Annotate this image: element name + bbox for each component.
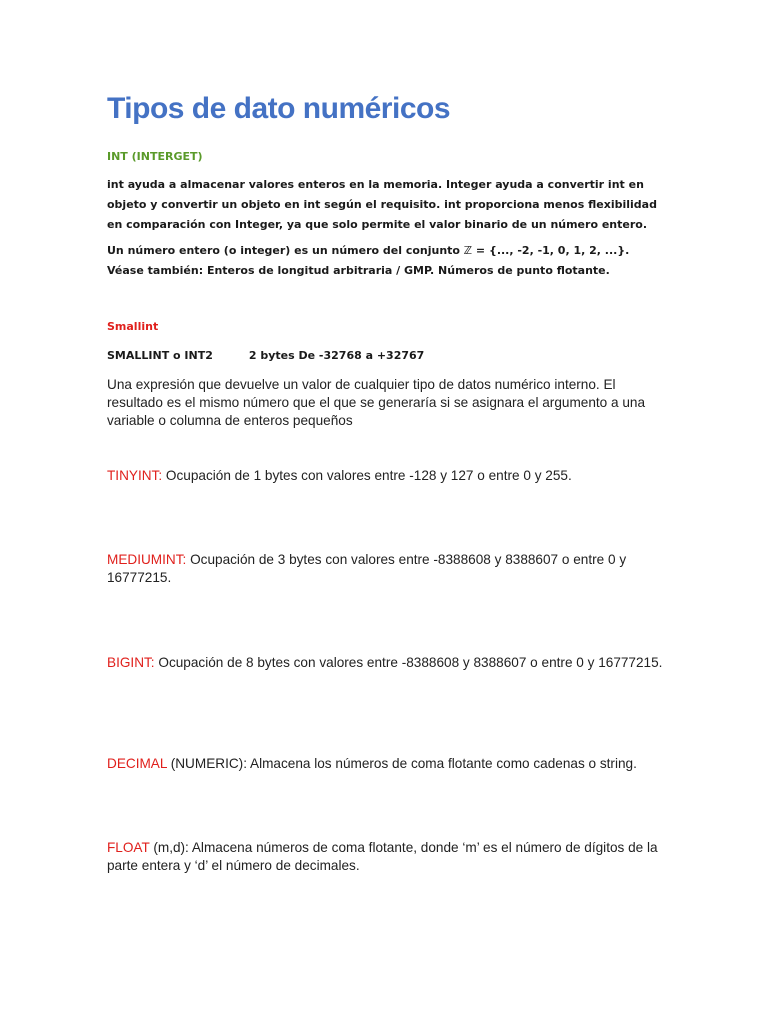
int-paragraph-2: Un número entero (o integer) es un número del conjunto ℤ = {..., -2, -1, 0, 1, 2, ...}. Véase también: Enteros de longitud arbitraria / GMP. Números de punto flotante. xyxy=(107,244,630,277)
type-tinyint xyxy=(107,467,667,485)
smallint-description: Una expresión que devuelve un valor de cualquier tipo de datos numérico interno. El resultado es el mismo número que el que se generaría si se asignara el argumento a una variable o columna de enteros pequeños xyxy=(107,377,646,428)
type-mediumint xyxy=(107,551,667,587)
type-decimal xyxy=(107,755,667,773)
type-description: Ocupación de 8 bytes con valores entre -8388608 y 8388607 o entre 0 y 16777215. xyxy=(154,655,663,670)
page-title: Tipos de dato numéricos xyxy=(107,92,451,125)
smallint-spec xyxy=(107,349,424,362)
smallint-spec-range: 2 bytes De -32768 a +32767 xyxy=(248,349,425,362)
type-bigint xyxy=(107,654,667,672)
type-keyword: TINYINT: xyxy=(107,468,163,483)
smallint-heading: Smallint xyxy=(107,320,159,333)
int-paragraph-1: int ayuda a almacenar valores enteros en la memoria. Integer ayuda a convertir int en objeto y convertir un objeto en int según el requisito. int proporciona menos flexibilidad en comparación con Integer, ya que solo permite el valor binario de un número entero. xyxy=(107,178,657,231)
type-description: Ocupación de 1 bytes con valores entre -128 y 127 o entre 0 y 255. xyxy=(162,468,572,483)
type-float xyxy=(107,839,667,875)
type-description: (m,d): Almacena números de coma flotante, donde ‘m’ es el número de dígitos de la parte entera y ‘d’ el número de decimales. xyxy=(107,840,658,873)
int-heading: INT (INTERGET) xyxy=(107,150,203,163)
smallint-spec-name: SMALLINT o INT2 xyxy=(107,349,213,362)
type-description: (NUMERIC): Almacena los números de coma flotante como cadenas o string. xyxy=(166,756,637,771)
type-keyword: FLOAT xyxy=(107,840,150,855)
type-keyword: MEDIUMINT: xyxy=(107,552,187,567)
type-keyword: DECIMAL xyxy=(107,756,167,771)
type-keyword: BIGINT: xyxy=(107,655,155,670)
type-description: Ocupación de 3 bytes con valores entre -8388608 y 8388607 o entre 0 y 16777215. xyxy=(107,552,627,585)
